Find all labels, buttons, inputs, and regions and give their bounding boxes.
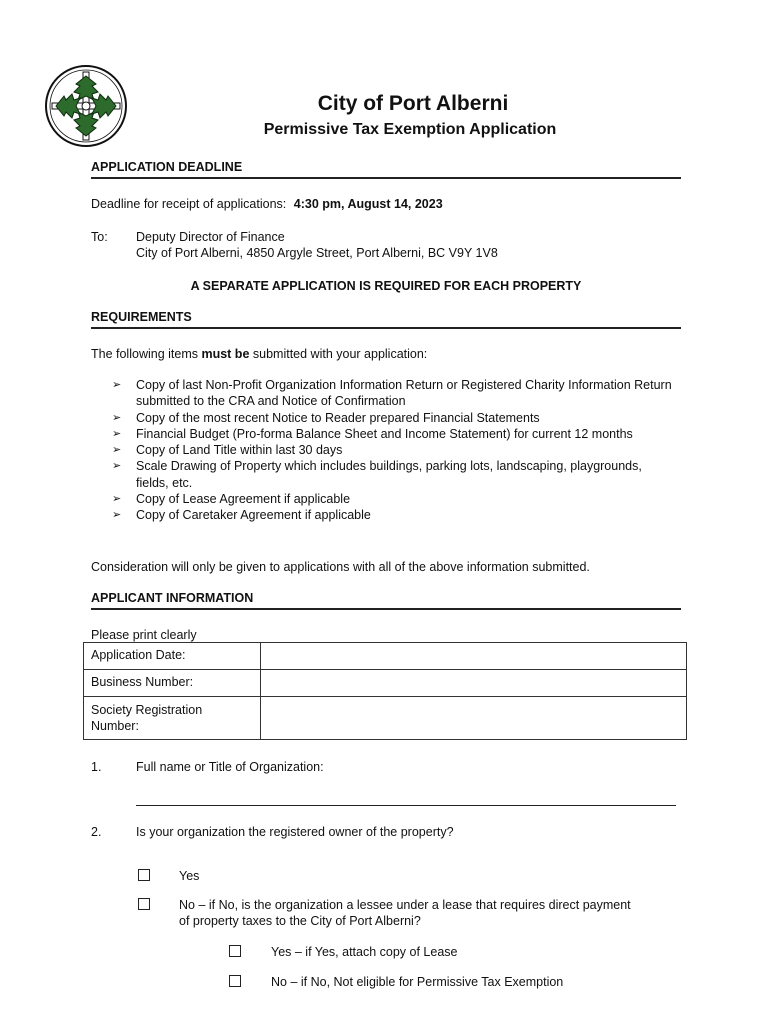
lease-no-checkbox[interactable] (229, 975, 241, 987)
list-item (112, 507, 672, 523)
lease-no-label: No – if No, Not eligible for Permissive Tax Exemption (271, 975, 564, 989)
deadline-line (91, 196, 443, 212)
arrow-bullet-icon: ➢ (112, 509, 122, 522)
question-2-number: 2. (91, 825, 102, 839)
list-item (112, 442, 672, 458)
city-logo (44, 64, 128, 148)
deadline-heading: APPLICATION DEADLINE (91, 160, 681, 179)
arrow-bullet-icon: ➢ (112, 460, 122, 473)
list-item-text: Copy of Lease Agreement if applicable (136, 492, 351, 507)
requirements-list (112, 377, 672, 524)
page-title: City of Port Alberni (317, 92, 509, 115)
yes-checkbox[interactable] (138, 869, 150, 881)
list-item (112, 458, 672, 491)
list-item-text: Copy of Land Title within last 30 days (136, 443, 343, 458)
no-option-label-line2: of property taxes to the City of Port Alberni? (179, 914, 421, 928)
society-registration-label: Society Registration Number: (84, 697, 261, 740)
consideration-note: Consideration will only be given to applications with all of the above information submitted. (91, 560, 590, 574)
business-number-label: Business Number: (84, 670, 261, 697)
print-note: Please print clearly (91, 628, 197, 642)
list-item-text: Financial Budget (Pro-forma Balance Sheet and Income Statement) for current 12 months (136, 426, 633, 441)
question-1-number: 1. (91, 760, 102, 774)
to-address-line2: City of Port Alberni, 4850 Argyle Street, Port Alberni, BC V9Y 1V8 (136, 246, 498, 260)
question-2-text: Is your organization the registered owner of the property? (136, 825, 454, 839)
no-checkbox[interactable] (138, 898, 150, 910)
table-row (84, 697, 687, 740)
applicant-heading: APPLICANT INFORMATION (91, 591, 681, 610)
yes-option-label: Yes (179, 869, 200, 883)
question-1-text: Full name or Title of Organization: (136, 760, 324, 774)
intro-text: The following items (91, 347, 202, 361)
deadline-value: 4:30 pm, August 14, 2023 (293, 197, 443, 211)
table-row (84, 670, 687, 697)
page-subtitle: Permissive Tax Exemption Application (263, 121, 557, 138)
arrow-bullet-icon: ➢ (112, 427, 122, 440)
list-item (112, 491, 672, 507)
lease-yes-checkbox[interactable] (229, 945, 241, 957)
application-date-label: Application Date: (84, 643, 261, 670)
to-address-line1: Deputy Director of Finance (136, 230, 285, 244)
table-row (84, 643, 687, 670)
arrow-bullet-icon: ➢ (112, 493, 122, 506)
society-registration-field[interactable] (261, 697, 687, 740)
requirements-intro (91, 346, 427, 362)
applicant-table (83, 642, 687, 740)
arrow-bullet-icon: ➢ (112, 444, 122, 457)
arrow-bullet-icon: ➢ (112, 411, 122, 424)
intro-text-end: submitted with your application: (249, 347, 428, 361)
no-option-label-line1: No – if No, is the organization a lessee under a lease that requires direct payment (179, 898, 631, 912)
to-label: To: (91, 230, 108, 244)
list-item-text: Copy of last Non-Profit Organization Information Return or Registered Charity Information Return submitted to the CRA and Notice of Confirmation (136, 378, 672, 409)
deadline-label: Deadline for receipt of applications: (91, 197, 287, 211)
intro-emphasis: must be (201, 347, 250, 361)
list-item (112, 377, 672, 410)
arrow-bullet-icon: ➢ (112, 379, 122, 391)
requirements-heading: REQUIREMENTS (91, 310, 681, 329)
organization-name-line[interactable] (136, 805, 676, 806)
list-item-text: Copy of Caretaker Agreement if applicable (136, 508, 371, 523)
business-number-field[interactable] (261, 670, 687, 697)
application-date-field[interactable] (261, 643, 687, 670)
list-item (112, 426, 672, 442)
list-item (112, 410, 672, 426)
separate-application-notice: A SEPARATE APPLICATION IS REQUIRED FOR EACH PROPERTY (190, 279, 582, 293)
list-item-text: Copy of the most recent Notice to Reader prepared Financial Statements (136, 410, 540, 425)
lease-yes-label: Yes – if Yes, attach copy of Lease (271, 945, 458, 959)
list-item-text: Scale Drawing of Property which includes buildings, parking lots, landscaping, playgrounds, fields, etc. (136, 459, 642, 490)
